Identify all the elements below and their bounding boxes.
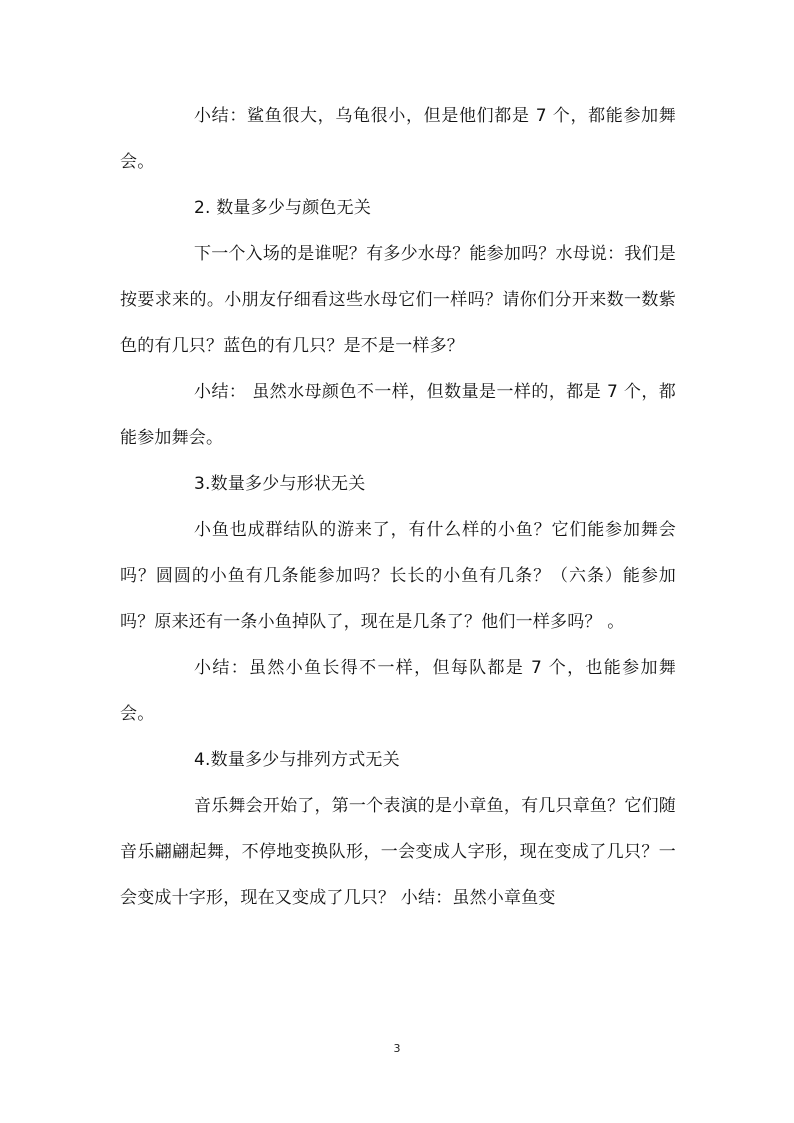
paragraph-small-fish: 小鱼也成群结队的游来了，有什么样的小鱼？它们能参加舞会吗？圆圆的小鱼有几条能参加吗？长长的小鱼有几条？（六条）能参加吗？原来还有一条小鱼掉队了，现在是几条了？他们一样多吗？ 。 xyxy=(120,520,676,632)
summary-paragraph-shark-turtle: 小结：鲨鱼很大，乌龟很小，但是他们都是 7 个，都能参加舞会。 xyxy=(120,106,676,172)
page-number: 3 xyxy=(393,1042,401,1055)
document-body xyxy=(120,93,676,921)
section-heading-shape: 3.数量多少与形状无关 xyxy=(194,474,366,494)
section-heading-color: 2. 数量多少与颜色无关 xyxy=(194,198,372,218)
section-heading-arrangement: 4.数量多少与排列方式无关 xyxy=(194,750,400,770)
summary-paragraph-jellyfish: 小结： 虽然水母颜色不一样，但数量是一样的，都是 7 个，都能参加舞会。 xyxy=(120,382,676,448)
summary-paragraph-small-fish: 小结：虽然小鱼长得不一样，但每队都是 7 个，也能参加舞会。 xyxy=(120,658,676,724)
paragraph-octopus: 音乐舞会开始了，第一个表演的是小章鱼，有几只章鱼？它们随音乐翩翩起舞，不停地变换队形，一会变成人字形，现在变成了几只？一会变成十字形，现在又变成了几只？ 小结：虽然小章鱼变 xyxy=(120,796,676,908)
paragraph-jellyfish: 下一个入场的是谁呢？有多少水母？能参加吗？水母说：我们是按要求来的。小朋友仔细看这些水母它们一样吗？请你们分开来数一数紫色的有几只？蓝色的有几只？是不是一样多？ xyxy=(120,244,676,356)
